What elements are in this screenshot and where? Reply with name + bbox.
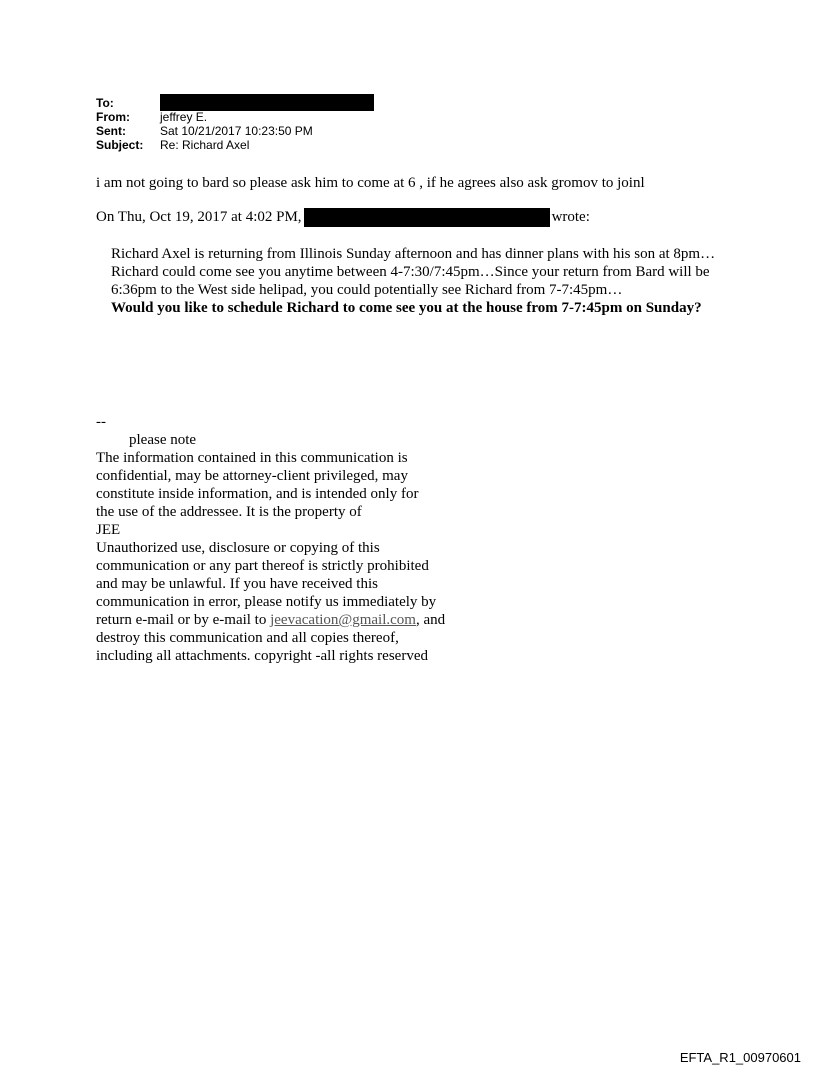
sender-redaction [304,208,550,227]
to-label: To: [96,96,114,110]
disclaimer-line: communication or any part thereof is strictly prohibited [96,558,429,574]
disclaimer-line: constitute inside information, and is intended only for [96,486,419,502]
sent-row [96,124,374,138]
to-row [96,96,374,110]
disclaimer-line: Unauthorized use, disclosure or copying of this [96,540,380,556]
quoted-paragraph: Richard Axel is returning from Illinois Sunday afternoon and has dinner plans with his son at 8pm…Richard could come see you anytime between 4-7:30/7:45pm…Since your return from Bard will be 6:36pm to the West side helipad, you could potentially see Richard from 7-7:45pm… [111,246,716,298]
please-note: please note [129,432,197,448]
disclaimer-line: confidential, may be attorney-client privileged, may [96,468,408,484]
quoted-intro-suffix: wrote: [551,209,590,225]
disclaimer-line: JEE [96,522,121,538]
email-headers [96,96,374,152]
quoted-question: Would you like to schedule Richard to come see you at the house from 7-7:45pm on Sunday? [111,300,702,316]
quoted-intro [96,207,590,227]
document-id: EFTA_R1_00970601 [679,1050,801,1065]
from-label: From: [96,110,130,124]
signature-dashes: -- [96,414,106,430]
disclaimer-line: communication in error, please notify us immediately by [96,594,437,610]
to-redaction [160,94,374,111]
disclaimer-line: The information contained in this communication is [96,450,408,466]
reply-text: i am not going to bard so please ask him to come at 6 , if he agrees also ask gromov to joinl [96,175,645,191]
email-line [96,611,476,629]
quoted-intro-prefix: On Thu, Oct 19, 2017 at 4:02 PM, [96,209,302,225]
sent-label: Sent: [96,124,126,138]
from-row [96,110,374,124]
signature-disclaimer [96,413,476,665]
email-line-prefix: return e-mail or by e-mail to [96,612,271,628]
disclaimer-line: the use of the addressee. It is the property of [96,504,362,520]
subject-label: Subject: [96,138,144,152]
disclaimer-line: destroy this communication and all copies thereof, [96,630,399,646]
email-link[interactable]: jeevacation@gmail.com [270,612,416,628]
quoted-message [111,245,716,317]
subject-value: Re: Richard Axel [160,138,250,152]
sent-value: Sat 10/21/2017 10:23:50 PM [160,124,313,138]
subject-row [96,138,374,152]
email-line-suffix: , and [415,612,446,628]
disclaimer-line: including all attachments. copyright -all rights reserved [96,648,428,664]
disclaimer-line: and may be unlawful. If you have received this [96,576,378,592]
from-value: jeffrey E. [160,110,208,124]
